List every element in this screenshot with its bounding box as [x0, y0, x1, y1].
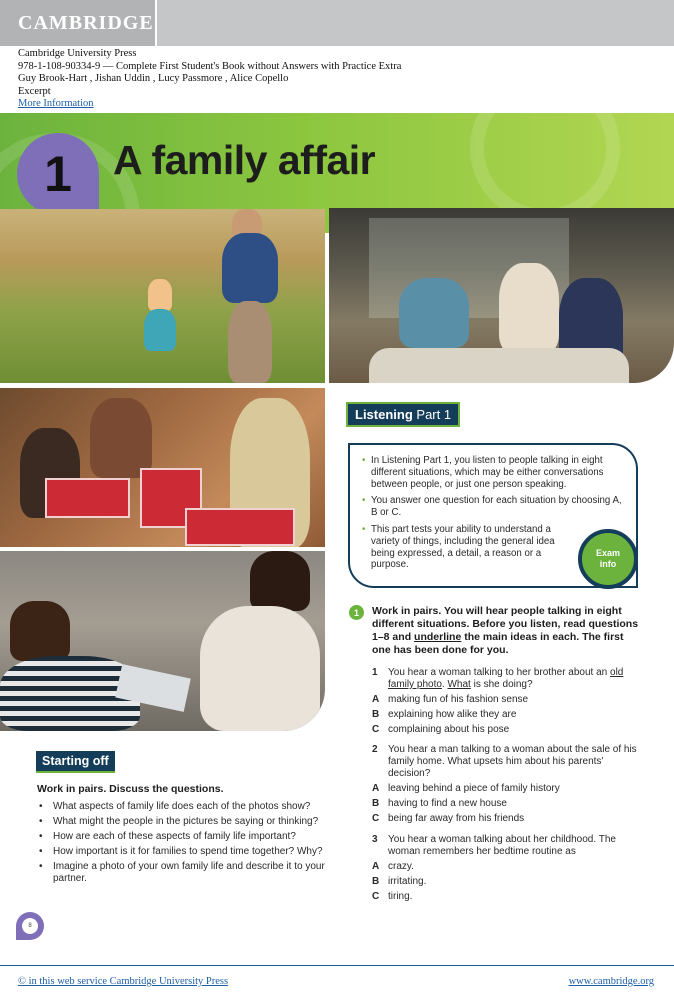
page-number: 8 [22, 918, 38, 934]
cambridge-logo-box [0, 0, 155, 46]
unit-title: A family affair [113, 137, 376, 183]
header-bar-fill [155, 0, 674, 46]
cambridge-logo: CAMBRIDGE [18, 11, 154, 34]
question-text: You hear a woman talking about her childhood. The woman remembers her bedtime routine as [388, 834, 616, 857]
page-number-badge [16, 912, 44, 940]
option-b [372, 709, 642, 721]
option-letter: C [372, 891, 380, 902]
option-text: irritating. [388, 876, 427, 887]
option-letter: C [372, 813, 380, 824]
question-text-part: . [441, 679, 448, 690]
option-c [372, 724, 642, 736]
task-text: the main ideas in each. The first one has been done for you. [372, 631, 624, 656]
option-letter: C [372, 724, 380, 735]
publisher-name: Cambridge University Press [18, 48, 137, 59]
more-information-link[interactable]: More Information [18, 98, 94, 110]
girl-sweater [200, 606, 320, 731]
gift-box [185, 508, 295, 546]
question-number: 3 [372, 834, 378, 845]
girl-hair [250, 551, 310, 611]
option-c [372, 813, 642, 825]
unit-number: 1 [44, 146, 72, 202]
task-number-badge: 1 [349, 605, 364, 620]
child-figure [148, 279, 172, 311]
exam-info-point: • You answer one question for each situation by choosing A, B or C. [362, 495, 624, 519]
option-letter: A [372, 783, 380, 794]
publisher-header-bar [0, 0, 674, 46]
question-number: 1 [372, 667, 378, 678]
father-trousers [228, 301, 272, 383]
discussion-question: • How important is it for families to spend time together? Why? [37, 846, 327, 858]
option-text: having to find a new house [388, 798, 507, 809]
option-text: complaining about his pose [388, 724, 510, 735]
listening-label: Listening [355, 407, 413, 422]
discussion-question: • How are each of these aspects of family life important? [37, 831, 327, 843]
option-a [372, 783, 642, 795]
exam-badge-line2: info [599, 559, 617, 569]
question-text-part: You hear a woman talking to her brother about an [388, 667, 611, 678]
task-instructions [372, 605, 642, 657]
underlined-phrase: What [447, 679, 471, 690]
grandfather-figure [90, 398, 152, 478]
option-text: making fun of his fashion sense [388, 694, 529, 705]
option-letter: B [372, 798, 380, 809]
part-label: Part 1 [416, 407, 452, 422]
photo-children-tablet [0, 551, 325, 731]
banner-swirl [470, 113, 620, 223]
starting-off-tag: Starting off [36, 751, 115, 773]
underlined-phrase: old family photo [388, 667, 624, 690]
task-text: Work in pairs. You will hear people talking in eight different situations. Before you listen, read questions 1–8 and [372, 605, 639, 643]
option-c [372, 891, 642, 903]
question-2 [372, 744, 642, 825]
option-b [372, 798, 642, 810]
discussion-question: • Imagine a photo of your own family life and describe it to your partner. [37, 861, 327, 885]
option-b [372, 876, 642, 888]
question-text [388, 667, 642, 691]
gift-box [45, 478, 130, 518]
question-3 [372, 834, 642, 903]
book-page [0, 113, 674, 963]
grandmother-figure [399, 278, 469, 348]
option-letter: A [372, 694, 380, 705]
father-jacket [222, 233, 278, 303]
option-a [372, 861, 642, 873]
discussion-questions [37, 801, 327, 888]
option-text: crazy. [388, 861, 414, 872]
isbn-title: 978-1-108-90334-9 — Complete First Student's Book without Answers with Practice Extra [18, 60, 402, 72]
exam-info-point: • This part tests your ability to understand a variety of things, including the general idea being expressed, a detail, a reason or a purpose. [362, 524, 574, 571]
question-text-part: is she doing? [470, 679, 533, 690]
option-text: tiring. [388, 891, 413, 902]
exam-info-point: • In Listening Part 1, you listen to people talking in eight different situations, which may be either conversations between people, or just one person speaking. [362, 455, 624, 490]
option-text: being far away from his friends [388, 813, 525, 824]
exam-badge-line1: Exam [595, 548, 621, 558]
photo-family-park [0, 209, 325, 383]
option-text: explaining how alike they are [388, 709, 517, 720]
question-1 [372, 667, 642, 736]
discussion-question: • What might the people in the pictures be saying or thinking? [37, 816, 327, 828]
question-text: You hear a man talking to a woman about the sale of his family home. What upsets him about his parents' decision? [388, 744, 637, 779]
photo-family-gifts [0, 388, 325, 547]
photo-family-dinner [329, 208, 674, 383]
exam-info-badge [578, 529, 638, 589]
question-number: 2 [372, 744, 378, 755]
authors: Guy Brook-Hart , Jishan Uddin , Lucy Passmore , Alice Copello [18, 73, 289, 85]
option-letter: B [372, 876, 380, 887]
option-letter: B [372, 709, 380, 720]
option-text: leaving behind a piece of family history [388, 783, 560, 794]
excerpt-label: Excerpt [18, 85, 51, 97]
book-metadata [18, 48, 401, 111]
cambridge-website-link[interactable]: www.cambridge.org [568, 976, 654, 987]
option-letter: A [372, 861, 380, 872]
dinner-table [369, 348, 629, 383]
discussion-question: • What aspects of family life does each of the photos show? [37, 801, 327, 813]
copyright-link[interactable]: © in this web service Cambridge University Press [18, 976, 229, 987]
task-underlined-word: underline [414, 631, 462, 643]
listening-part1-tag [346, 402, 460, 427]
child-shirt [144, 309, 176, 351]
unit-number-badge [17, 133, 99, 215]
option-a [372, 694, 642, 706]
grandfather-figure [499, 263, 559, 353]
footer-divider [0, 965, 674, 966]
discussion-heading: Work in pairs. Discuss the questions. [37, 783, 224, 795]
boy-head [10, 601, 70, 661]
